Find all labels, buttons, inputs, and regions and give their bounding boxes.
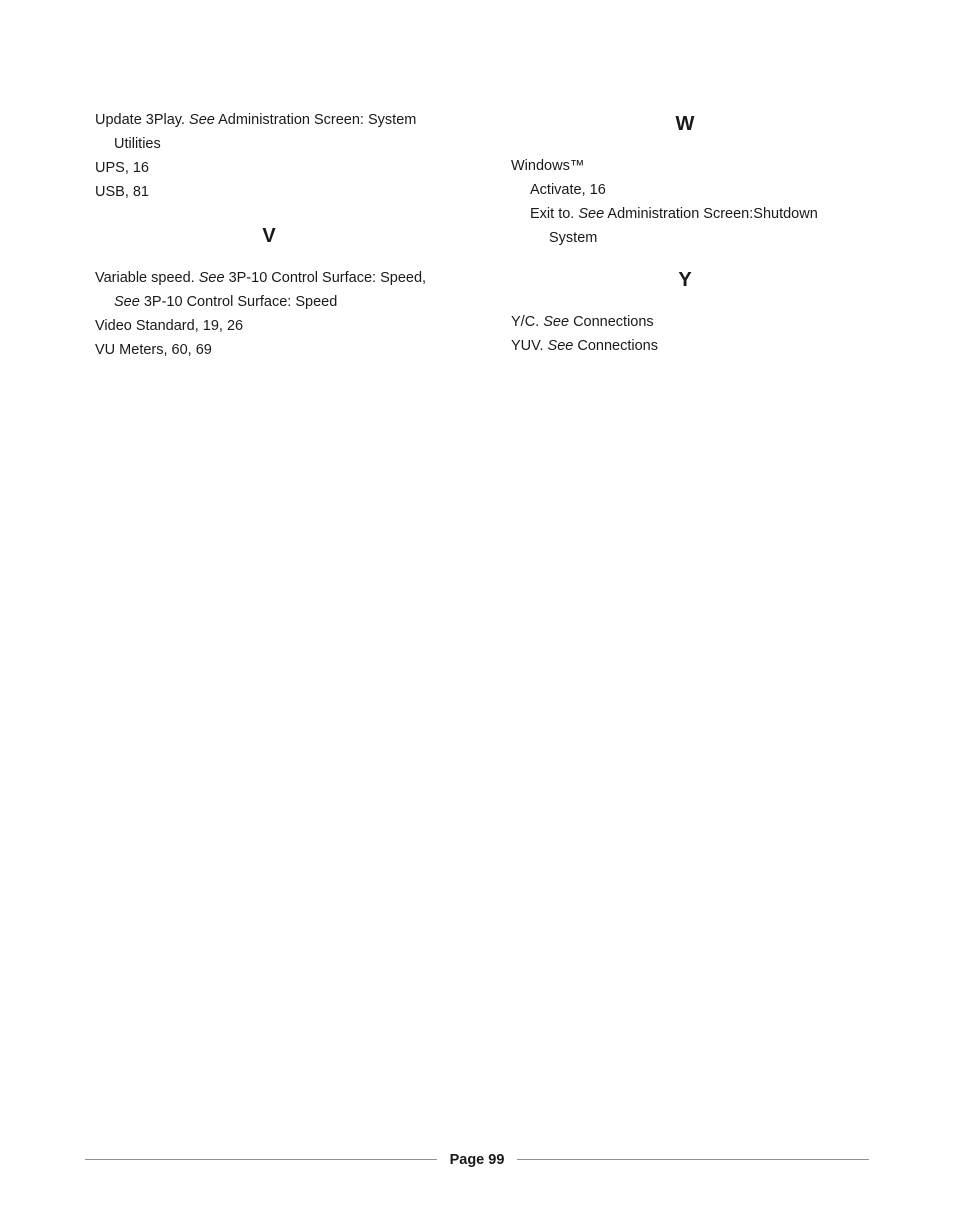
entry-term: Update 3Play. bbox=[95, 112, 186, 128]
see-reference: See bbox=[578, 206, 605, 222]
index-entry-vu-meters: VU Meters, 60, 69 bbox=[95, 342, 212, 358]
index-entry-yuv bbox=[511, 334, 881, 358]
index-entry-windows: Windows™ bbox=[511, 158, 585, 174]
entry-target: 3P-10 Control Surface: Speed bbox=[143, 294, 338, 310]
section-letter-v: V bbox=[262, 225, 276, 247]
index-column-left bbox=[95, 108, 465, 362]
entry-term: Variable speed. bbox=[95, 270, 195, 286]
entry-term: Y/C. bbox=[511, 314, 540, 330]
see-reference: See bbox=[198, 270, 225, 286]
section-letter-y: Y bbox=[678, 269, 692, 291]
page-number: Page 99 bbox=[449, 1152, 505, 1168]
index-entry-continuation: Utilities bbox=[114, 136, 161, 152]
index-entry-video-standard: Video Standard, 19, 26 bbox=[95, 318, 244, 334]
see-reference: See bbox=[543, 314, 570, 330]
section-letter-w: W bbox=[675, 113, 695, 135]
entry-term: Exit to. bbox=[530, 206, 575, 222]
see-reference: See bbox=[189, 112, 215, 128]
footer-rule-right bbox=[517, 1159, 869, 1160]
index-entry-continuation bbox=[95, 290, 465, 314]
entry-target: Administration Screen: System bbox=[218, 112, 417, 128]
page-footer bbox=[85, 1148, 869, 1172]
footer-rule-left bbox=[85, 1159, 437, 1160]
entry-target: Administration Screen:Shutdown bbox=[607, 206, 818, 222]
index-entry-yc bbox=[511, 310, 881, 334]
index-subentry-activate: Activate, 16 bbox=[530, 182, 606, 198]
index-entry-update-3play bbox=[95, 108, 465, 132]
entry-target: Connections bbox=[573, 314, 654, 330]
index-subentry-exit-to bbox=[511, 202, 881, 226]
see-reference: See bbox=[114, 294, 140, 310]
entry-target: 3P-10 Control Surface: Speed, bbox=[228, 270, 427, 286]
index-entry-usb: USB, 81 bbox=[95, 184, 149, 200]
index-entry-variable-speed bbox=[95, 266, 465, 290]
entry-term: YUV. bbox=[511, 338, 544, 354]
entry-target: Connections bbox=[577, 338, 658, 354]
index-entry-ups: UPS, 16 bbox=[95, 160, 149, 176]
index-column-right bbox=[511, 108, 881, 358]
see-reference: See bbox=[547, 338, 574, 354]
index-entry-continuation: System bbox=[549, 230, 598, 246]
